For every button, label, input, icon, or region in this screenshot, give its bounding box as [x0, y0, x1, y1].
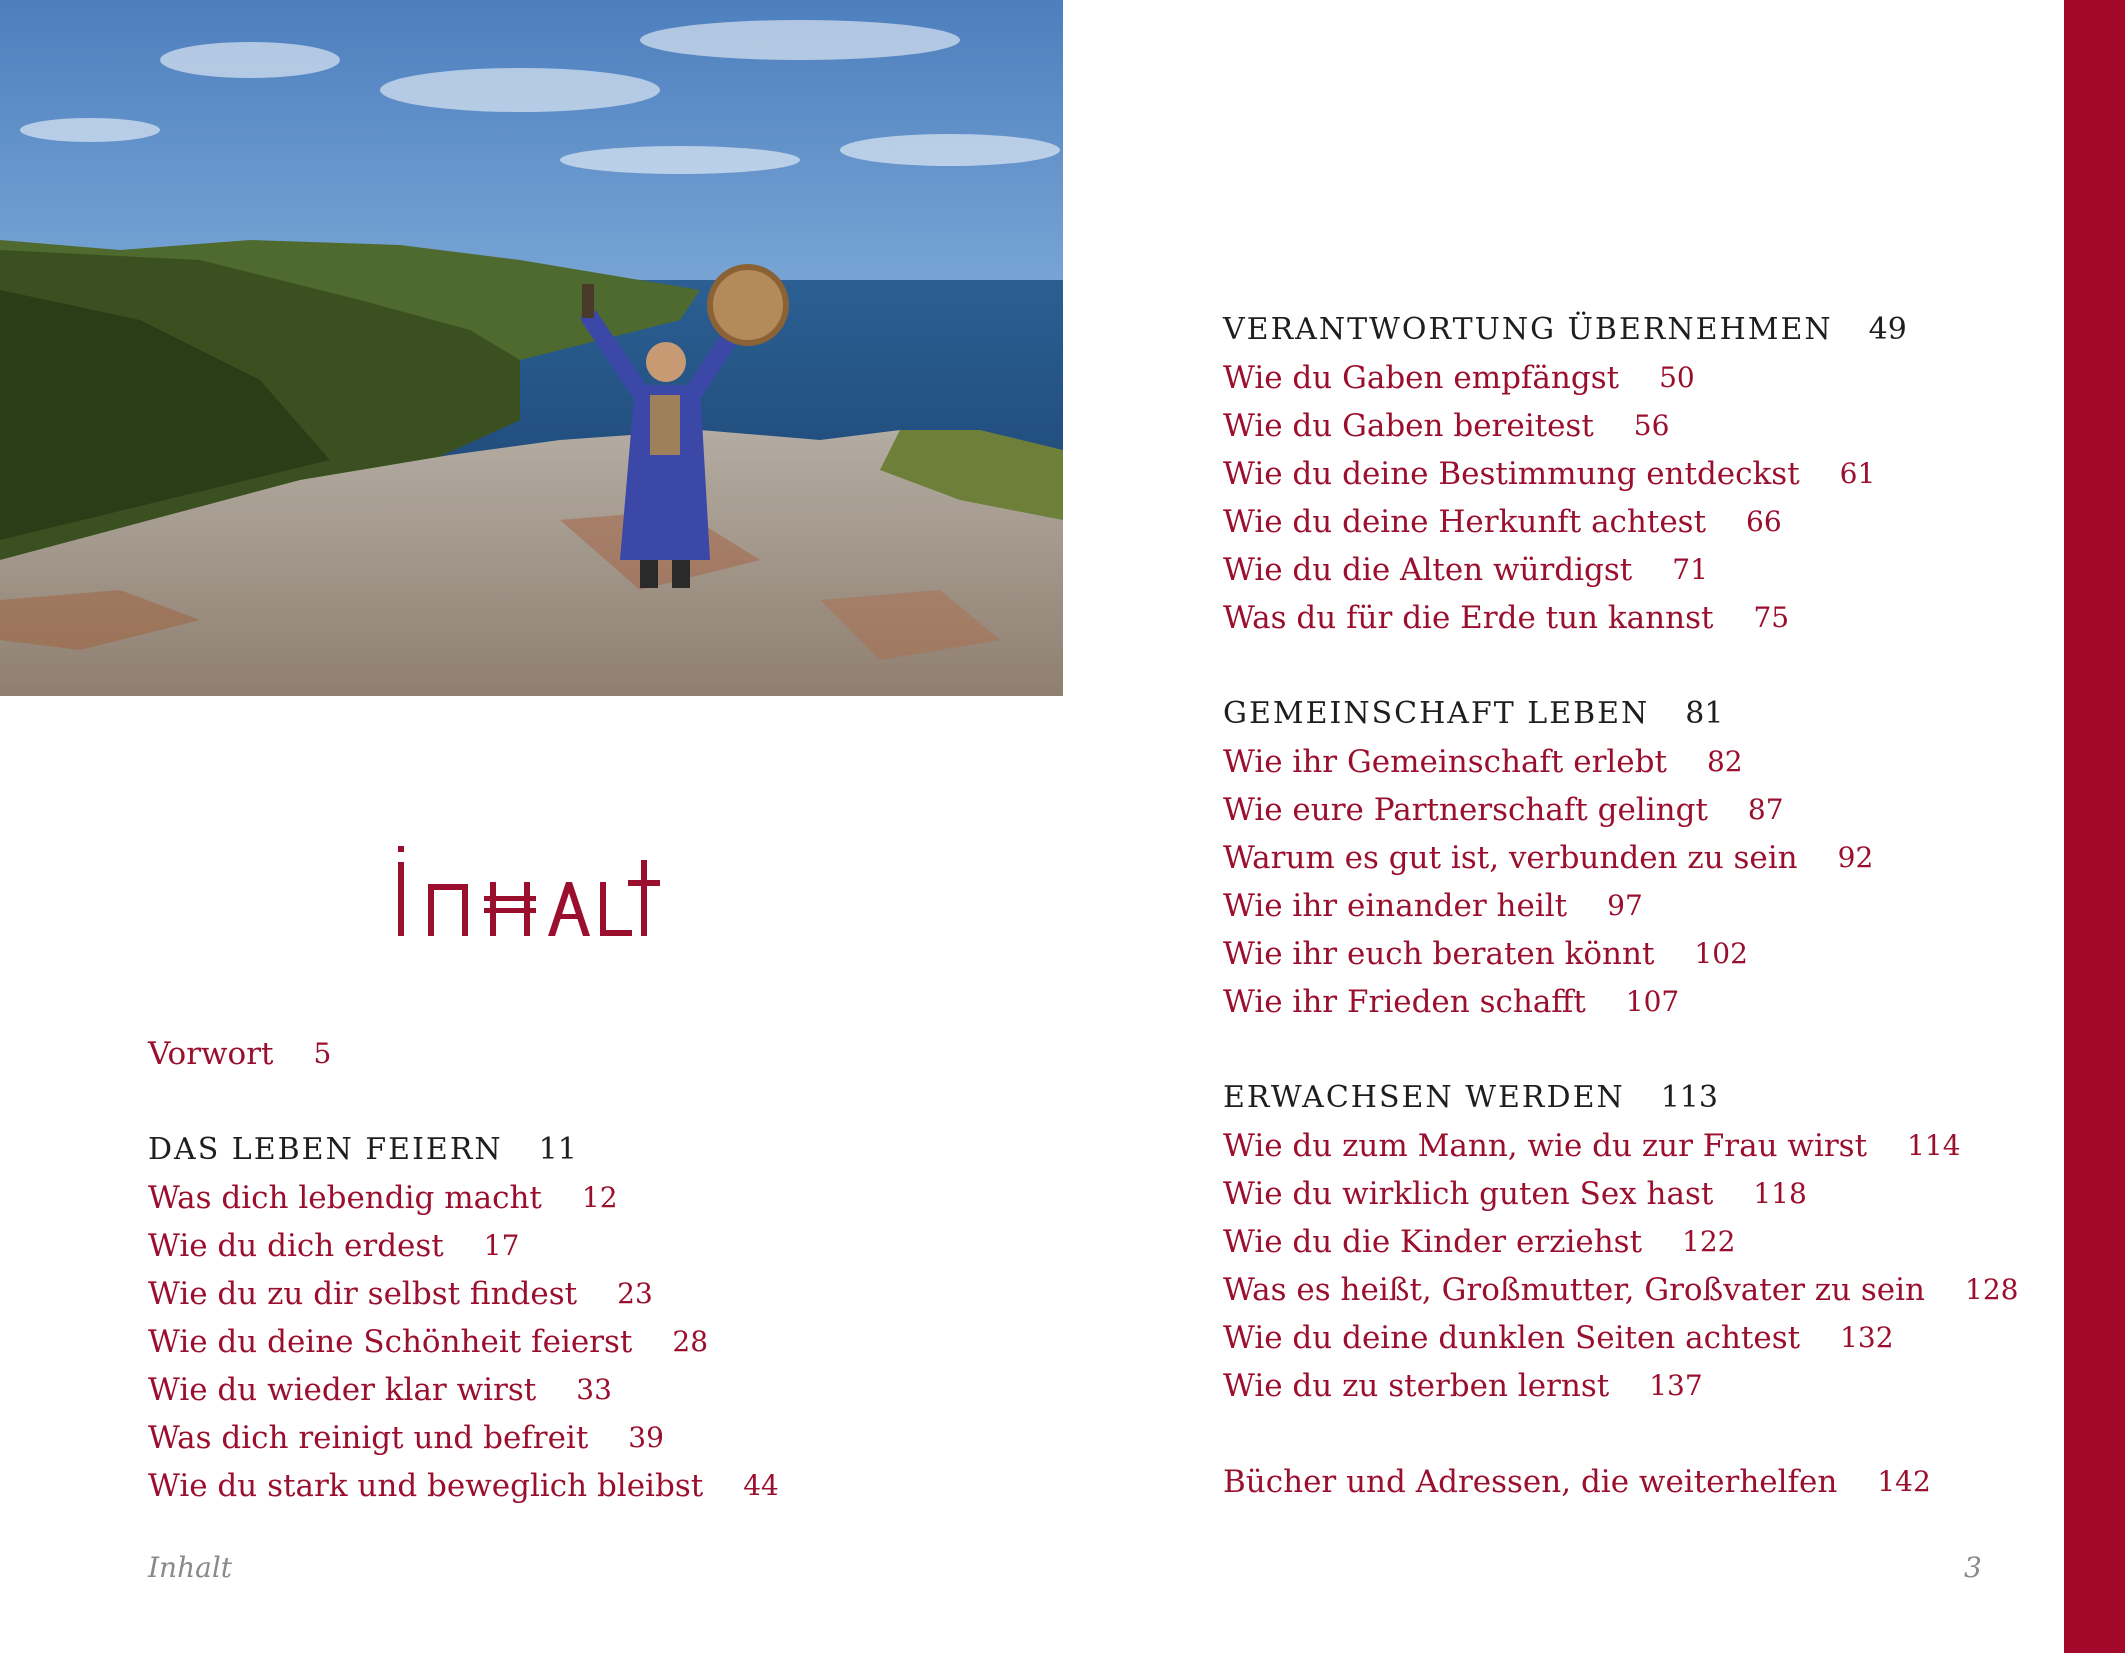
toc-entry[interactable]: Wie du zu sterben lernst 137 [1223, 1368, 1703, 1404]
toc-entry[interactable]: Wie du zu dir selbst findest 23 [148, 1276, 653, 1312]
toc-entry[interactable]: Wie du die Alten würdigst 71 [1223, 552, 1708, 588]
toc-section-heading[interactable]: ERWACHSEN WERDEN 113 [1223, 1080, 1718, 1115]
toc-entry[interactable]: Wie du wirklich guten Sex hast 118 [1223, 1176, 1807, 1212]
toc-right-column [1223, 306, 2018, 1506]
toc-entry[interactable]: Wie du deine dunklen Seiten achtest 132 [1223, 1320, 1894, 1356]
toc-entry[interactable]: Was du für die Erde tun kannst 75 [1223, 600, 1790, 636]
toc-section-heading[interactable]: GEMEINSCHAFT LEBEN 81 [1223, 696, 1724, 731]
toc-left-column [148, 1030, 779, 1510]
toc-entry[interactable]: Wie du wieder klar wirst 33 [148, 1372, 612, 1408]
page-edge-strip [2064, 0, 2125, 1653]
toc-entry[interactable]: Warum es gut ist, verbunden zu sein 92 [1223, 840, 1874, 876]
toc-entry[interactable]: Wie ihr einander heilt 97 [1223, 888, 1643, 924]
toc-section-heading[interactable]: VERANTWORTUNG ÜBERNEHMEN 49 [1223, 312, 1907, 347]
toc-entry[interactable]: Wie du Gaben empfängst 50 [1223, 360, 1695, 396]
toc-entry[interactable]: Wie eure Partnerschaft gelingt 87 [1223, 792, 1784, 828]
toc-entry[interactable]: Wie du die Kinder erziehst 122 [1223, 1224, 1736, 1260]
toc-entry[interactable]: Was es heißt, Großmutter, Großvater zu sein 128 [1223, 1272, 2019, 1308]
toc-entry[interactable]: Wie du zum Mann, wie du zur Frau wirst 114 [1223, 1128, 1961, 1164]
toc-entry-page: 5 [313, 1037, 332, 1070]
toc-entry[interactable]: Wie du stark und beweglich bleibst 44 [148, 1468, 779, 1504]
toc-entry[interactable]: Wie ihr Gemeinschaft erlebt 82 [1223, 744, 1743, 780]
cover-photo [0, 0, 1063, 696]
toc-entry[interactable]: Wie du deine Herkunft achtest 66 [1223, 504, 1782, 540]
toc-entry[interactable]: Wie ihr Frieden schafft 107 [1223, 984, 1680, 1020]
toc-entry[interactable]: Wie ihr euch beraten könnt 102 [1223, 936, 1748, 972]
toc-entry[interactable]: Was dich lebendig macht 12 [148, 1180, 618, 1216]
toc-entry[interactable]: Wie du dich erdest 17 [148, 1228, 520, 1264]
toc-entry-label: Vorwort [148, 1036, 274, 1072]
toc-entry[interactable]: Wie du Gaben bereitest 56 [1223, 408, 1670, 444]
page-number: 3 [1964, 1551, 1982, 1584]
toc-entry[interactable]: Was dich reinigt und befreit 39 [148, 1420, 664, 1456]
running-footer-title: Inhalt [148, 1551, 233, 1584]
page-title [396, 846, 669, 936]
toc-section-heading[interactable]: DAS LEBEN FEIERN 11 [148, 1132, 577, 1167]
toc-entry[interactable]: Wie du deine Bestimmung entdeckst 61 [1223, 456, 1876, 492]
toc-entry-appendix[interactable]: Bücher und Adressen, die weiterhelfen 142 [1223, 1464, 1931, 1500]
toc-entry[interactable]: Wie du deine Schönheit feierst 28 [148, 1324, 709, 1360]
toc-entry-preface[interactable] [148, 1030, 779, 1078]
page-title-lettering [396, 846, 669, 936]
